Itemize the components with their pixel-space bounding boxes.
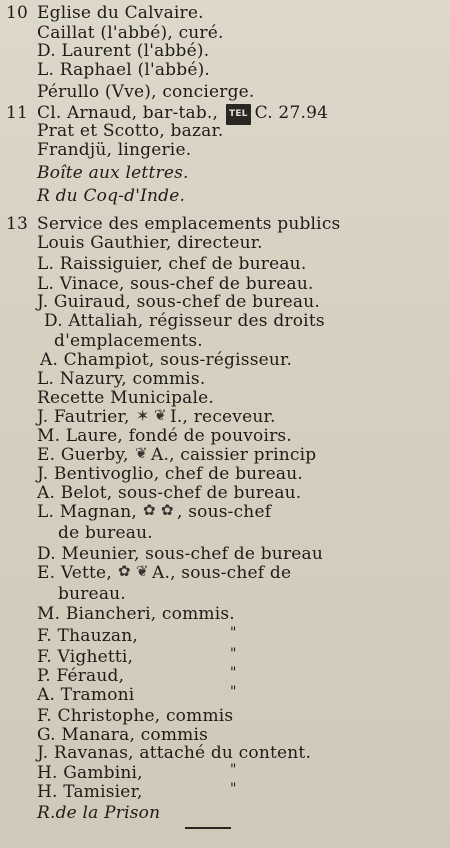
entry-text: A. Tramoni [37, 685, 135, 705]
entry-text: L. Raissiguier, chef de bureau. [37, 254, 307, 274]
entry-text: A. Champiot, sous-régisseur. [40, 350, 293, 370]
entry-text: J. Fautrier, [37, 407, 130, 427]
entry-text: L. Vinace, sous-chef de bureau. [37, 274, 314, 294]
directory-line [0, 4, 450, 23]
entry-text: E. Vette, [37, 563, 112, 583]
entry-text: bureau. [58, 584, 126, 604]
directory-line [0, 293, 450, 312]
entry-text: D. Laurent (l'abbé). [37, 41, 210, 61]
directory-line [0, 744, 450, 763]
directory-line [0, 427, 450, 446]
entry-text: F. Christophe, commis [37, 706, 234, 726]
directory-line [0, 707, 450, 726]
directory-line [0, 804, 450, 823]
ditto-mark: " [230, 781, 237, 797]
entry-tail: A., sous-chef de [152, 563, 292, 583]
directory-line [0, 255, 450, 274]
directory-line [0, 524, 450, 543]
entry-text: M. Biancheri, commis. [37, 604, 235, 624]
ditto-mark: " [230, 762, 237, 778]
rosette-icon [161, 504, 175, 518]
entry-text: H. Tamisier, [37, 782, 143, 802]
entry-text: L. Magnan, [37, 502, 137, 522]
directory-line [0, 764, 450, 783]
directory-line [0, 122, 450, 141]
entry-tail: I., receveur. [170, 407, 276, 427]
entry-text: F. Vighetti, [37, 647, 134, 667]
entry-tail: A., caissier princip [151, 445, 317, 465]
entry-text: Frandjü, lingerie. [37, 140, 192, 160]
directory-line [0, 605, 450, 624]
ditto-mark: " [230, 625, 237, 641]
directory-line [0, 408, 450, 427]
entry-text: J. Ravanas, attaché du content. [37, 743, 312, 763]
entry-extra [116, 564, 291, 583]
wreath-icon [154, 409, 168, 423]
directory-line [0, 686, 450, 705]
entry-text: P. Féraud, [37, 666, 125, 686]
directory-line [0, 351, 450, 370]
entry-text: M. Laure, fondé de pouvoirs. [37, 426, 292, 446]
rosette-icon [143, 504, 157, 518]
entry-text: de bureau. [58, 523, 153, 543]
entry-text: Boîte aux lettres. [37, 163, 189, 183]
directory-line [0, 667, 450, 686]
street-number: 13 [6, 214, 29, 234]
entry-text: Caillat (l'abbé), curé. [37, 23, 224, 43]
directory-line [0, 370, 450, 389]
directory-line [0, 564, 450, 583]
directory-line [0, 61, 450, 80]
telephone-icon: TEL [226, 104, 251, 125]
directory-line [0, 83, 450, 102]
directory-line [0, 503, 450, 522]
street-number: 11 [6, 103, 29, 123]
ditto-mark: " [230, 646, 237, 662]
directory-line [0, 389, 450, 408]
entry-tail: , sous-chef [177, 502, 272, 522]
entry-text: L. Raphael (l'abbé). [37, 60, 211, 80]
entry-text: Service des emplacements publics [37, 214, 341, 234]
entry-text: A. Belot, sous-chef de bureau. [37, 483, 302, 503]
entry-text: J. Guiraud, sous-chef de bureau. [37, 292, 321, 312]
entry-extra [134, 408, 276, 427]
wreath-icon [136, 565, 150, 579]
directory-line [0, 187, 450, 206]
entry-extra [133, 446, 316, 465]
entry-text: R du Coq-d'Inde. [37, 186, 186, 206]
directory-line [0, 585, 450, 604]
ditto-mark: " [230, 665, 237, 681]
directory-line [0, 215, 450, 234]
entry-text: F. Thauzan, [37, 626, 138, 646]
entry-text: E. Guerby, [37, 445, 129, 465]
entry-text: D. Meunier, sous-chef de bureau [37, 544, 324, 564]
directory-line [0, 234, 450, 253]
entry-text: Louis Gauthier, directeur. [37, 233, 263, 253]
section-divider [185, 827, 231, 829]
directory-line [0, 545, 450, 564]
rosette-icon [118, 565, 132, 579]
entry-text: G. Manara, commis [37, 725, 209, 745]
entry-text: d'emplacements. [54, 331, 203, 351]
entry-text: Recette Municipale. [37, 388, 214, 408]
entry-text: H. Gambini, [37, 763, 143, 783]
wreath-icon [135, 447, 149, 461]
entry-extra [141, 503, 271, 522]
entry-text: Prat et Scotto, bazar. [37, 121, 224, 141]
directory-line [0, 164, 450, 183]
entry-tail: C. 27.94 [254, 103, 329, 123]
entry-text: R.de la Prison [37, 803, 161, 823]
entry-text: Pérullo (Vve), concierge. [37, 82, 255, 102]
entry-text: J. Bentivoglio, chef de bureau. [37, 464, 303, 484]
directory-line [0, 332, 450, 351]
directory-line [0, 783, 450, 802]
street-number: 10 [6, 3, 29, 23]
directory-line [0, 446, 450, 465]
directory-line [0, 648, 450, 667]
directory-line [0, 484, 450, 503]
entry-text: L. Nazury, commis. [37, 369, 206, 389]
directory-line [0, 312, 450, 331]
directory-line [0, 42, 450, 61]
ditto-mark: " [230, 684, 237, 700]
star-icon [136, 409, 150, 423]
entry-text: D. Attaliah, régisseur des droits [44, 311, 325, 331]
directory-line [0, 141, 450, 160]
entry-text: Cl. Arnaud, bar-tab., [37, 103, 219, 123]
entry-text: Eglise du Calvaire. [37, 3, 204, 23]
directory-line [0, 627, 450, 646]
directory-line [0, 465, 450, 484]
